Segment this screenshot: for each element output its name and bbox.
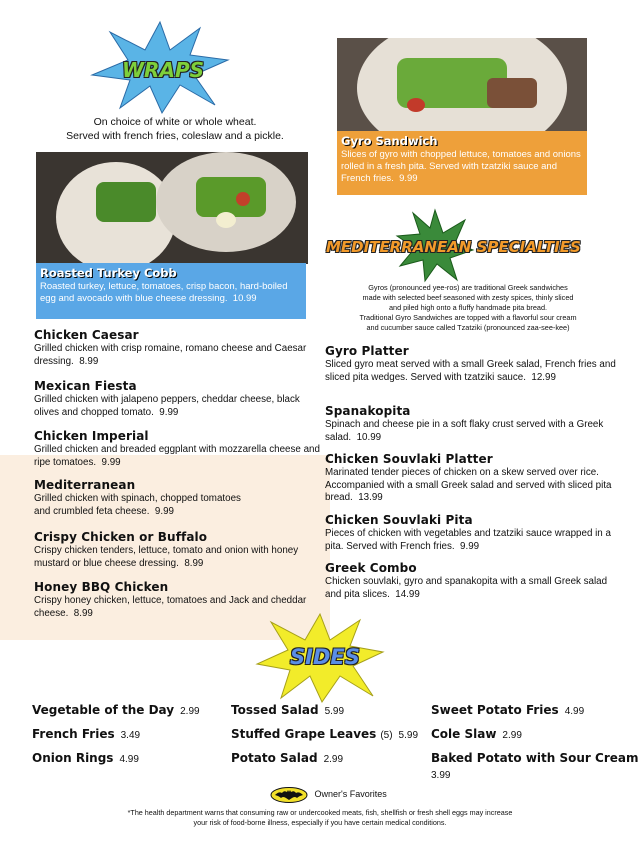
- item-name: Gyro Platter: [325, 344, 409, 358]
- side-price: 3.49: [120, 730, 141, 741]
- side-price: 2.99: [323, 754, 344, 765]
- side-name: Vegetable of the Day: [32, 703, 175, 717]
- side-item-stuffed-grape-leaves: [231, 727, 418, 741]
- side-item-cole-slaw: [431, 727, 522, 741]
- disclaimer-line1: *The health department warns that consuming raw or undercooked meats, fish, shellfish or fresh shell eggs may increase: [127, 808, 513, 817]
- item-name: Mediterranean: [34, 478, 136, 492]
- sides-title: SIDES: [290, 645, 360, 669]
- menu-item-greek-combo: [325, 561, 617, 601]
- gyro-sandwich-name: Gyro Sandwich: [341, 134, 438, 148]
- wraps-subtitle-line2: Served with french fries, coleslaw and a pickle.: [66, 130, 284, 142]
- item-name: Greek Combo: [325, 561, 417, 575]
- item-desc: Crispy chicken tenders, lettuce, tomato and onion with honey mustard or blue cheese dressing. 8.99: [34, 545, 299, 569]
- side-item-baked-potato: [431, 751, 639, 765]
- side-item-baked-potato-price: [425, 767, 450, 781]
- menu-item-crispy-chicken-or-buffalo: [34, 530, 324, 570]
- item-desc: Grilled chicken and breaded eggplant with mozzarella cheese and ripe tomatoes. 9.99: [34, 444, 320, 468]
- side-price: 4.99: [119, 754, 139, 765]
- side-name: Cole Slaw: [431, 727, 497, 741]
- med-intro-line5: and cucumber sauce called Tzatziki (pronounced zaa-see-kee): [366, 323, 570, 332]
- item-name: Chicken Souvlaki Pita: [325, 513, 473, 527]
- disclaimer-line2: your risk of food-borne illness, especially if you have certain medical conditions.: [193, 818, 447, 827]
- item-name: Spanakopita: [325, 404, 411, 418]
- item-name: Mexican Fiesta: [34, 379, 137, 393]
- item-name: Honey BBQ Chicken: [34, 580, 169, 594]
- side-price: 3.99: [431, 770, 451, 781]
- wrap-photo: [36, 152, 308, 264]
- side-price: 5.99: [324, 706, 345, 717]
- side-qty: (5): [380, 730, 393, 741]
- side-price: 2.99: [502, 730, 522, 741]
- side-name: French Fries: [32, 727, 115, 741]
- menu-item-mediterranean: [34, 478, 324, 518]
- health-disclaimer: [40, 808, 600, 828]
- wraps-title: WRAPS: [122, 58, 205, 82]
- item-desc: Grilled chicken with jalapeno peppers, cheddar cheese, black olives and chopped tomato. 9.99: [34, 394, 300, 418]
- owners-favorites-legend: [270, 787, 387, 803]
- menu-item-mexican-fiesta: [34, 379, 324, 419]
- menu-item-gyro-platter: [325, 344, 617, 384]
- side-name: Tossed Salad: [231, 703, 319, 717]
- wraps-subtitle: [30, 115, 320, 143]
- item-desc: Sliced gyro meat served with a small Greek salad, French fries and sliced pita wedges. Served with tzatziki sauce. 12.99: [325, 359, 616, 383]
- bat-logo-icon: [270, 787, 308, 803]
- gyro-sandwich-desc: Slices of gyro with chopped lettuce, tomatoes and onions rolled in a fresh pita. Served with tzatziki sauce and French fries. 9.99: [341, 149, 581, 184]
- side-item-onion-rings: [32, 751, 139, 765]
- item-desc: Spinach and cheese pie in a soft flaky crust served with a Greek salad. 10.99: [325, 419, 604, 443]
- menu-item-chicken-souvlaki-pita: [325, 513, 617, 553]
- mediterranean-intro: [325, 283, 611, 333]
- item-name: Chicken Caesar: [34, 328, 139, 342]
- menu-item-chicken-caesar: [34, 328, 324, 368]
- side-price: 2.99: [180, 706, 200, 717]
- item-name: Chicken Imperial: [34, 429, 149, 443]
- item-name: Chicken Souvlaki Platter: [325, 452, 493, 466]
- side-name: Onion Rings: [32, 751, 114, 765]
- legend-label: Owner's Favorites: [314, 789, 387, 800]
- side-item-potato-salad: [231, 751, 343, 765]
- side-item-french-fries: [32, 727, 140, 741]
- item-desc: Chicken souvlaki, gyro and spanakopita with a small Greek salad and pita slices. 14.99: [325, 576, 608, 600]
- item-desc: Grilled chicken with spinach, chopped tomatoes and crumbled feta cheese. 9.99: [34, 493, 241, 517]
- item-desc: Marinated tender pieces of chicken on a skew served over rice. Accompanied with a small Greek salad and served with sliced pita bread. 13.99: [325, 467, 612, 503]
- med-intro-line1: Gyros (pronounced yee-ros) are traditional Greek sandwiches: [368, 283, 568, 292]
- side-item-sweet-potato-fries: [431, 703, 584, 717]
- wraps-subtitle-line1: On choice of white or whole wheat.: [93, 116, 257, 128]
- med-intro-line2: made with selected beef seasoned with zesty spices, thinly sliced: [362, 293, 574, 302]
- side-price: 4.99: [564, 706, 585, 717]
- gyro-sandwich-caption: [337, 131, 587, 195]
- menu-item-chicken-souvlaki-platter: [325, 452, 617, 505]
- item-desc: Grilled chicken with crisp romaine, romano cheese and Caesar dressing. 8.99: [34, 343, 307, 367]
- side-item-tossed-salad: [231, 703, 344, 717]
- roasted-turkey-cobb-name: Roasted Turkey Cobb: [40, 266, 177, 280]
- side-name: Sweet Potato Fries: [431, 703, 559, 717]
- menu-item-spanakopita: [325, 404, 617, 444]
- med-intro-line4: Traditional Gyro Sandwiches are topped with a flavorful sour cream: [359, 313, 577, 322]
- menu-item-chicken-imperial: [34, 429, 324, 469]
- roasted-turkey-cobb-caption: [36, 263, 306, 319]
- side-name: Baked Potato with Sour Cream: [431, 751, 639, 765]
- item-name: Crispy Chicken or Buffalo: [34, 530, 208, 544]
- item-desc: Pieces of chicken with vegetables and tzatziki sauce wrapped in a pita. Served with French fries. 9.99: [325, 528, 611, 552]
- side-name: Potato Salad: [231, 751, 318, 765]
- item-desc: Crispy honey chicken, lettuce, tomatoes and Jack and cheddar cheese. 8.99: [34, 595, 307, 619]
- roasted-turkey-cobb-desc: Roasted turkey, lettuce, tomatoes, crisp bacon, hard-boiled egg and avocado with blue cheese dressing. 10.99: [40, 281, 288, 304]
- side-name: Stuffed Grape Leaves: [231, 727, 377, 741]
- med-intro-line3: and piled high onto a fluffy handmade pita bread.: [388, 303, 548, 312]
- gyro-photo: [337, 38, 587, 132]
- side-item-vegetable-of-the-day: [32, 703, 200, 717]
- mediterranean-title: MEDITERRANEAN SPECIALTIES: [326, 238, 581, 256]
- side-price: 5.99: [398, 730, 419, 741]
